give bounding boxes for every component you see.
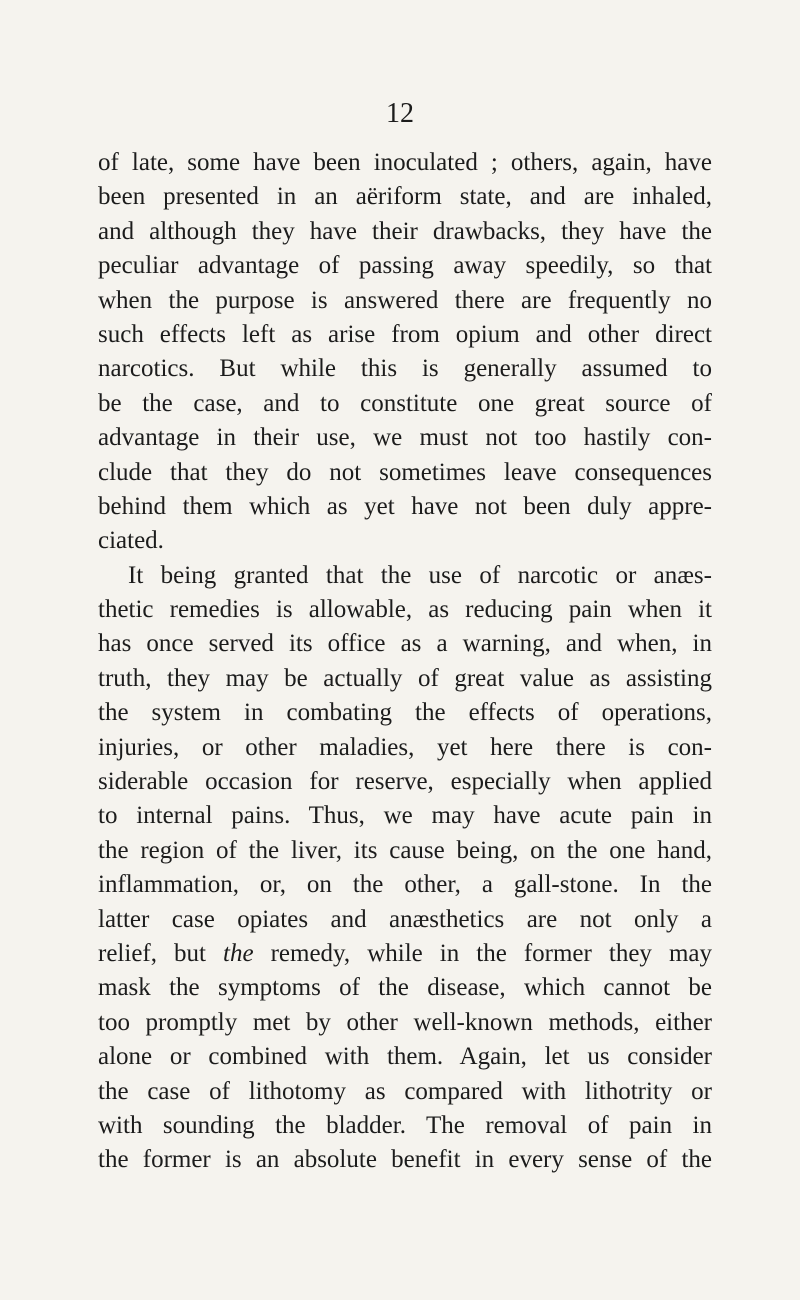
text-line: been presented in an aëriform state, and are inhaled, (98, 183, 712, 211)
italic-emphasis: the (223, 939, 254, 967)
text-line: the case of lithotomy as compared with lithotrity or (98, 1077, 712, 1105)
body-text (98, 146, 712, 1178)
text-line: latter case opiates and anæsthetics are not only a (98, 905, 712, 933)
text-line: to internal pains. Thus, we may have acute pain in (98, 802, 712, 830)
text-line: the system in combating the effects of operations, (98, 699, 712, 727)
text-line: has once served its office as a warning, and when, in (98, 630, 712, 658)
text-run: remedy, while in the former they may (270, 939, 712, 967)
text-run: relief, but (98, 939, 206, 967)
text-line: thetic remedies is allowable, as reducing pain when it (98, 596, 712, 624)
text-line: and although they have their drawbacks, they have the (98, 217, 712, 245)
text-line: behind them which as yet have not been duly appre- (98, 492, 712, 520)
text-line: clude that they do not sometimes leave consequences (98, 458, 712, 486)
text-line: injuries, or other maladies, yet here there is con- (98, 733, 712, 761)
text-line: narcotics. But while this is generally assumed to (98, 355, 712, 383)
text-line: such effects left as arise from opium and other direct (98, 320, 712, 348)
text-line: truth, they may be actually of great value as assisting (98, 664, 712, 692)
text-line: when the purpose is answered there are frequently no (98, 286, 712, 314)
text-line: of late, some have been inoculated ; others, again, have (98, 149, 712, 176)
text-line: be the case, and to constitute one great source of (98, 389, 712, 417)
page-number: 12 (386, 98, 414, 129)
text-line: too promptly met by other well-known methods, either (98, 1008, 712, 1036)
text-line: with sounding the bladder. The removal of pain in (98, 1111, 712, 1139)
text-line: advantage in their use, we must not too hastily con- (98, 424, 712, 452)
text-line: the former is an absolute benefit in every sense of the (98, 1146, 712, 1174)
text-line: peculiar advantage of passing away speedily, so that (98, 252, 712, 280)
text-line: mask the symptoms of the disease, which cannot be (98, 974, 712, 1002)
text-line: siderable occasion for reserve, especially when applied (98, 768, 712, 796)
text-line: the region of the liver, its cause being, on the one hand, (98, 836, 712, 864)
text-line: alone or combined with them. Again, let us consider (98, 1043, 712, 1071)
mixed-style-line (98, 937, 712, 971)
text-line: inflammation, or, on the other, a gall-stone. In the (98, 871, 712, 899)
paragraph-start-line: It being granted that the use of narcotic or anæs- (128, 561, 712, 589)
text-line: ciated. (98, 527, 164, 555)
